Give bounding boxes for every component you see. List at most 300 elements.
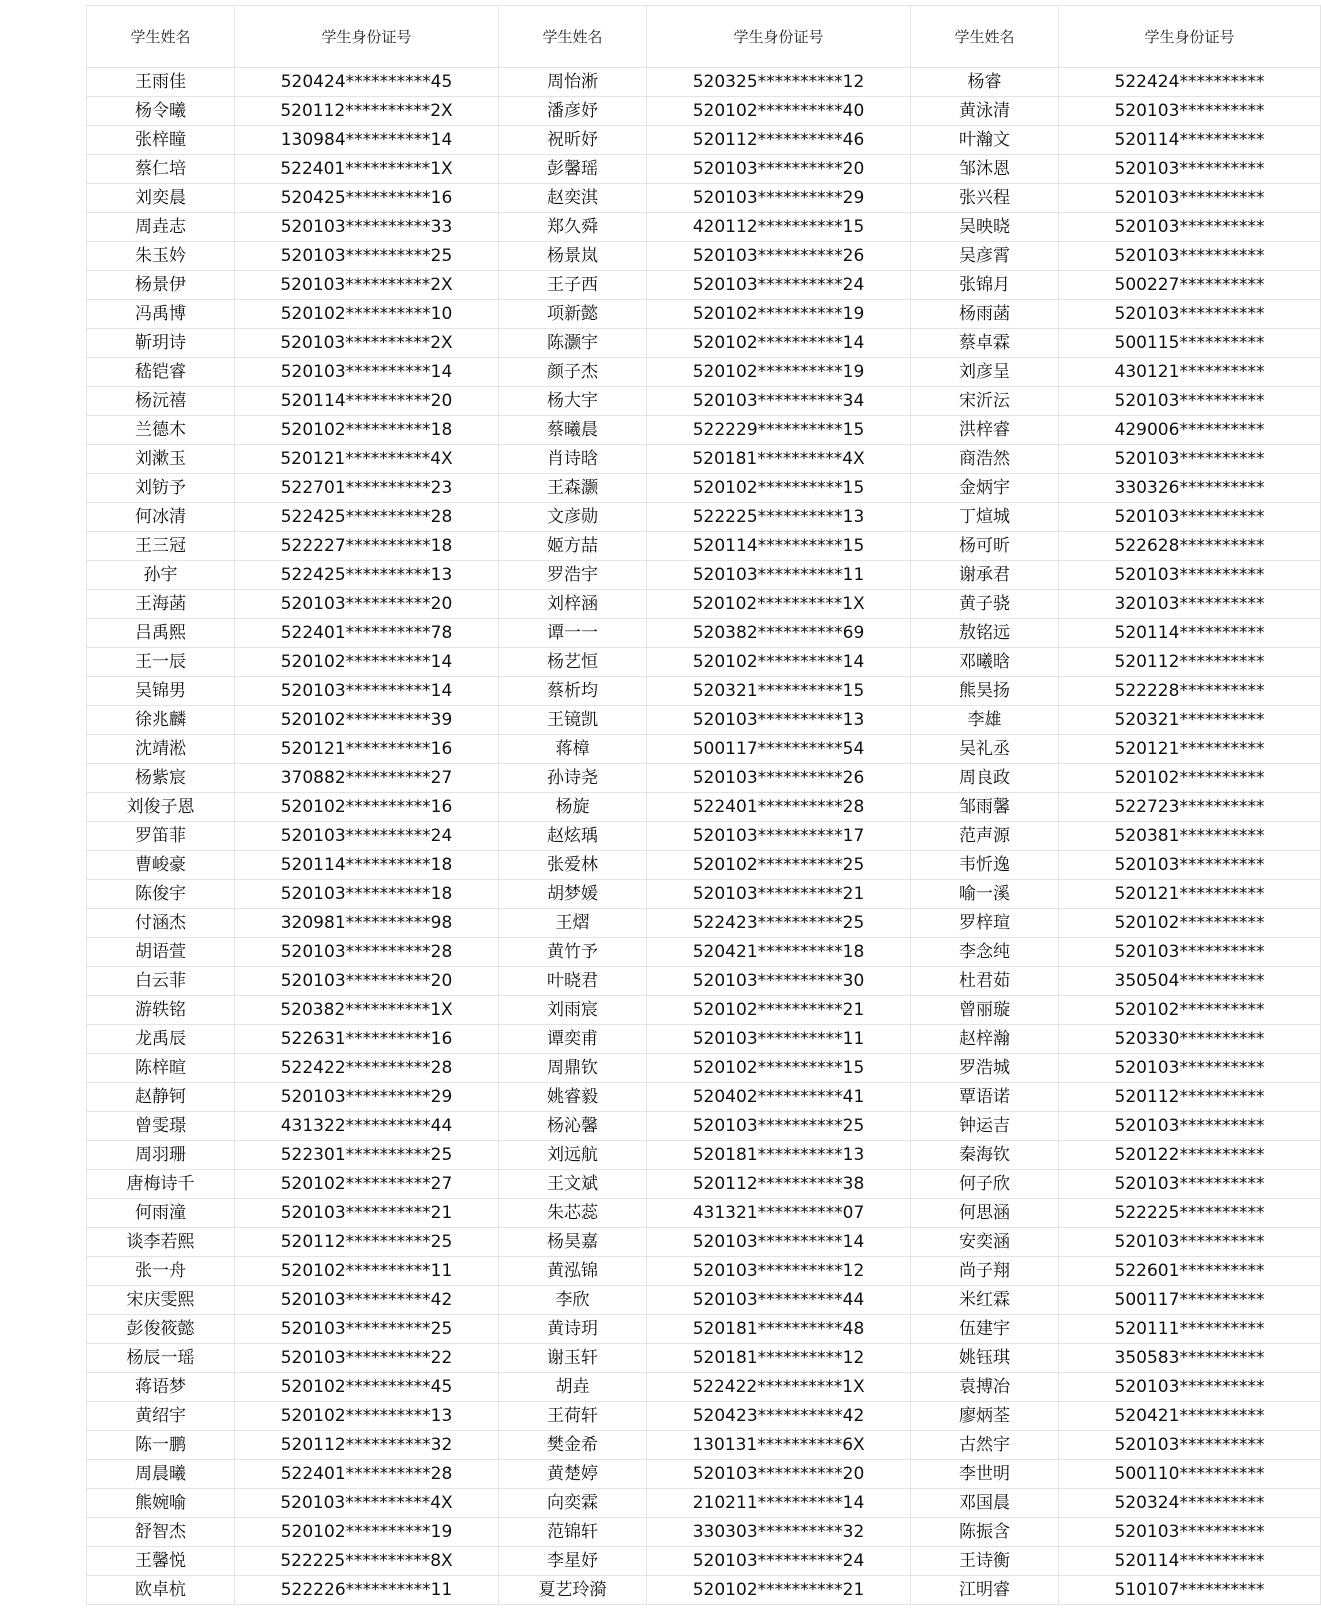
table-row <box>87 1518 1321 1547</box>
student-id-cell: 520423**********42 <box>647 1402 911 1431</box>
table-row <box>87 1431 1321 1460</box>
student-id-cell: 520181**********4X <box>647 445 911 474</box>
student-name-cell: 王三冠 <box>87 532 235 561</box>
student-name-cell: 叶晓君 <box>499 967 647 996</box>
student-name-cell: 王馨悦 <box>87 1547 235 1576</box>
student-id-cell: 210211**********14 <box>647 1489 911 1518</box>
header-student-id: 学生身份证号 <box>647 6 911 68</box>
student-id-cell: 370882**********27 <box>235 764 499 793</box>
student-id-cell: 522631**********16 <box>235 1025 499 1054</box>
student-id-cell: 520421**********18 <box>647 938 911 967</box>
student-name-cell: 姚睿毅 <box>499 1083 647 1112</box>
student-name-cell: 刘远航 <box>499 1141 647 1170</box>
student-name-cell: 邓曦晗 <box>911 648 1059 677</box>
student-id-cell: 520103**********20 <box>235 967 499 996</box>
student-id-cell: 520102**********18 <box>235 416 499 445</box>
student-name-cell: 喻一溪 <box>911 880 1059 909</box>
student-id-cell: 520121**********4X <box>235 445 499 474</box>
student-id-cell: 520103**********11 <box>647 1025 911 1054</box>
student-name-cell: 张爱林 <box>499 851 647 880</box>
student-name-cell: 杨景岚 <box>499 242 647 271</box>
student-name-cell: 付涵杰 <box>87 909 235 938</box>
student-id-cell: 420112**********15 <box>647 213 911 242</box>
student-id-cell: 520103**********20 <box>235 590 499 619</box>
student-id-cell: 522423**********25 <box>647 909 911 938</box>
student-name-cell: 刘钫予 <box>87 474 235 503</box>
student-name-cell: 邹雨馨 <box>911 793 1059 822</box>
student-id-cell: 522225**********13 <box>647 503 911 532</box>
table-row <box>87 184 1321 213</box>
student-name-cell: 黄泳清 <box>911 97 1059 126</box>
student-name-cell: 范声源 <box>911 822 1059 851</box>
student-name-cell: 何思涵 <box>911 1199 1059 1228</box>
student-id-cell: 520102**********14 <box>647 329 911 358</box>
student-name-cell: 黄竹予 <box>499 938 647 967</box>
student-name-cell: 杨辰一瑶 <box>87 1344 235 1373</box>
student-name-cell: 吴映晓 <box>911 213 1059 242</box>
student-name-cell: 宋庆雯熙 <box>87 1286 235 1315</box>
student-name-cell: 黄子骁 <box>911 590 1059 619</box>
student-id-cell: 320103********** <box>1059 590 1321 619</box>
student-name-cell: 王一辰 <box>87 648 235 677</box>
table-row <box>87 1112 1321 1141</box>
student-name-cell: 蔡仁培 <box>87 155 235 184</box>
student-id-cell: 520103**********42 <box>235 1286 499 1315</box>
student-id-cell: 520102**********21 <box>647 1576 911 1605</box>
student-name-cell: 范锦轩 <box>499 1518 647 1547</box>
table-row <box>87 590 1321 619</box>
student-name-cell: 蒋樟 <box>499 735 647 764</box>
student-id-cell: 500227********** <box>1059 271 1321 300</box>
student-name-cell: 姚钰琪 <box>911 1344 1059 1373</box>
student-id-cell: 520103**********26 <box>647 242 911 271</box>
student-id-cell: 500110********** <box>1059 1460 1321 1489</box>
student-name-cell: 罗笛菲 <box>87 822 235 851</box>
table-row <box>87 1402 1321 1431</box>
student-name-cell: 周垚志 <box>87 213 235 242</box>
student-name-cell: 杨大宇 <box>499 387 647 416</box>
student-name-cell: 黄泓锦 <box>499 1257 647 1286</box>
table-row <box>87 1228 1321 1257</box>
table-row <box>87 155 1321 184</box>
student-id-cell: 520103********** <box>1059 213 1321 242</box>
student-id-cell: 520103**********26 <box>647 764 911 793</box>
table-row <box>87 1141 1321 1170</box>
student-id-cell: 430121********** <box>1059 358 1321 387</box>
student-id-cell: 522225**********8X <box>235 1547 499 1576</box>
student-name-cell: 王诗衡 <box>911 1547 1059 1576</box>
student-name-cell: 敖铭远 <box>911 619 1059 648</box>
student-name-cell: 罗浩宇 <box>499 561 647 590</box>
table-row <box>87 851 1321 880</box>
student-name-cell: 刘彦呈 <box>911 358 1059 387</box>
student-id-cell: 130984**********14 <box>235 126 499 155</box>
student-id-cell: 520103**********2X <box>235 329 499 358</box>
table-row <box>87 1054 1321 1083</box>
student-id-cell: 520424**********45 <box>235 68 499 97</box>
table-row <box>87 1083 1321 1112</box>
student-name-cell: 钟运吉 <box>911 1112 1059 1141</box>
student-id-cell: 520102**********39 <box>235 706 499 735</box>
student-name-cell: 赵炫瑀 <box>499 822 647 851</box>
student-name-cell: 米红霖 <box>911 1286 1059 1315</box>
student-name-cell: 唐梅诗千 <box>87 1170 235 1199</box>
student-name-cell: 周鼎钦 <box>499 1054 647 1083</box>
student-name-cell: 杨雨菡 <box>911 300 1059 329</box>
student-name-cell: 尚子翔 <box>911 1257 1059 1286</box>
student-id-cell: 520102**********15 <box>647 1054 911 1083</box>
student-name-cell: 丁煊城 <box>911 503 1059 532</box>
student-id-cell: 520103**********14 <box>235 358 499 387</box>
student-name-cell: 周良政 <box>911 764 1059 793</box>
student-id-cell: 520103********** <box>1059 155 1321 184</box>
student-name-cell: 邹沐恩 <box>911 155 1059 184</box>
table-row <box>87 1344 1321 1373</box>
student-id-cell: 520103**********14 <box>235 677 499 706</box>
student-id-cell: 522229**********15 <box>647 416 911 445</box>
student-name-cell: 李雄 <box>911 706 1059 735</box>
student-id-cell: 520321********** <box>1059 706 1321 735</box>
student-id-cell: 520102**********19 <box>647 358 911 387</box>
student-id-cell: 520102**********14 <box>647 648 911 677</box>
table-row <box>87 677 1321 706</box>
student-name-cell: 古然宇 <box>911 1431 1059 1460</box>
student-id-cell: 520103**********44 <box>647 1286 911 1315</box>
student-id-cell: 520102**********15 <box>647 474 911 503</box>
table-row <box>87 793 1321 822</box>
student-name-cell: 彭俊筱懿 <box>87 1315 235 1344</box>
table-row <box>87 300 1321 329</box>
student-id-cell: 520114**********18 <box>235 851 499 880</box>
student-id-cell: 520102********** <box>1059 996 1321 1025</box>
student-id-cell: 520103**********28 <box>235 938 499 967</box>
student-name-cell: 何雨潼 <box>87 1199 235 1228</box>
student-id-cell: 522601********** <box>1059 1257 1321 1286</box>
student-id-cell: 520330********** <box>1059 1025 1321 1054</box>
student-id-cell: 520103**********24 <box>647 1547 911 1576</box>
student-id-cell: 520425**********16 <box>235 184 499 213</box>
table-row <box>87 532 1321 561</box>
student-name-cell: 秦海钦 <box>911 1141 1059 1170</box>
student-id-cell: 520102********** <box>1059 909 1321 938</box>
student-name-cell: 赵奕淇 <box>499 184 647 213</box>
student-id-cell: 520112**********2X <box>235 97 499 126</box>
student-name-cell: 向奕霖 <box>499 1489 647 1518</box>
student-id-table <box>86 5 1321 1605</box>
student-id-cell: 330303**********32 <box>647 1518 911 1547</box>
student-name-cell: 刘雨宸 <box>499 996 647 1025</box>
student-id-cell: 520103********** <box>1059 1170 1321 1199</box>
student-name-cell: 肖诗晗 <box>499 445 647 474</box>
student-name-cell: 朱芯蕊 <box>499 1199 647 1228</box>
table-row <box>87 1489 1321 1518</box>
student-id-cell: 520121********** <box>1059 880 1321 909</box>
student-id-cell: 520103**********20 <box>647 155 911 184</box>
student-id-cell: 522225********** <box>1059 1199 1321 1228</box>
student-id-cell: 520114********** <box>1059 126 1321 155</box>
student-name-cell: 谈李若熙 <box>87 1228 235 1257</box>
student-id-cell: 520103**********30 <box>647 967 911 996</box>
student-id-cell: 520112**********46 <box>647 126 911 155</box>
student-name-cell: 颜子杰 <box>499 358 647 387</box>
student-name-cell: 吴礼丞 <box>911 735 1059 764</box>
student-id-cell: 520102**********45 <box>235 1373 499 1402</box>
student-id-cell: 520102**********19 <box>235 1518 499 1547</box>
table-row <box>87 416 1321 445</box>
student-id-cell: 522301**********25 <box>235 1141 499 1170</box>
student-id-cell: 522401**********28 <box>647 793 911 822</box>
student-name-cell: 胡垚 <box>499 1373 647 1402</box>
student-name-cell: 兰德木 <box>87 416 235 445</box>
student-name-cell: 谭一一 <box>499 619 647 648</box>
student-name-cell: 陈一鹏 <box>87 1431 235 1460</box>
student-name-cell: 王雨佳 <box>87 68 235 97</box>
student-id-cell: 320981**********98 <box>235 909 499 938</box>
student-id-cell: 520103********** <box>1059 242 1321 271</box>
student-name-cell: 欧卓杭 <box>87 1576 235 1605</box>
student-name-cell: 韦忻逸 <box>911 851 1059 880</box>
table-row <box>87 445 1321 474</box>
student-id-cell: 520121********** <box>1059 735 1321 764</box>
student-id-cell: 520181**********12 <box>647 1344 911 1373</box>
student-name-cell: 杨令曦 <box>87 97 235 126</box>
student-id-cell: 522425**********13 <box>235 561 499 590</box>
student-name-cell: 商浩然 <box>911 445 1059 474</box>
student-name-cell: 谢玉轩 <box>499 1344 647 1373</box>
table-row <box>87 1547 1321 1576</box>
table-row <box>87 503 1321 532</box>
table-row <box>87 1170 1321 1199</box>
student-name-cell: 王文斌 <box>499 1170 647 1199</box>
student-id-cell: 520103**********24 <box>647 271 911 300</box>
student-id-cell: 520102**********10 <box>235 300 499 329</box>
student-id-cell: 520121**********16 <box>235 735 499 764</box>
student-name-cell: 李世明 <box>911 1460 1059 1489</box>
student-id-cell: 520103**********24 <box>235 822 499 851</box>
student-name-cell: 冯禹博 <box>87 300 235 329</box>
table-row <box>87 358 1321 387</box>
student-id-cell: 520112**********32 <box>235 1431 499 1460</box>
student-id-cell: 520103********** <box>1059 445 1321 474</box>
student-name-cell: 蔡卓霖 <box>911 329 1059 358</box>
student-id-cell: 520103**********11 <box>647 561 911 590</box>
table-row <box>87 967 1321 996</box>
student-name-cell: 谭奕甫 <box>499 1025 647 1054</box>
student-name-cell: 蔡析均 <box>499 677 647 706</box>
student-id-cell: 520102**********1X <box>647 590 911 619</box>
student-id-cell: 500115********** <box>1059 329 1321 358</box>
student-id-cell: 520114********** <box>1059 1547 1321 1576</box>
student-id-cell: 520402**********41 <box>647 1083 911 1112</box>
student-name-cell: 杨沅禧 <box>87 387 235 416</box>
student-id-cell: 520381********** <box>1059 822 1321 851</box>
student-id-cell: 510107********** <box>1059 1576 1321 1605</box>
table-row <box>87 938 1321 967</box>
student-id-cell: 520102**********19 <box>647 300 911 329</box>
student-id-cell: 522628********** <box>1059 532 1321 561</box>
student-id-cell: 350583********** <box>1059 1344 1321 1373</box>
student-name-cell: 陈振含 <box>911 1518 1059 1547</box>
student-id-cell: 520103********** <box>1059 851 1321 880</box>
student-id-cell: 522422**********1X <box>647 1373 911 1402</box>
student-id-cell: 520103********** <box>1059 300 1321 329</box>
student-name-cell: 覃语诺 <box>911 1083 1059 1112</box>
student-name-cell: 沈靖淞 <box>87 735 235 764</box>
student-id-cell: 520103**********4X <box>235 1489 499 1518</box>
student-name-cell: 姬方喆 <box>499 532 647 561</box>
student-id-cell: 520103**********29 <box>647 184 911 213</box>
student-name-cell: 徐兆麟 <box>87 706 235 735</box>
student-name-cell: 蔡曦晨 <box>499 416 647 445</box>
student-name-cell: 曹峻豪 <box>87 851 235 880</box>
student-name-cell: 江明睿 <box>911 1576 1059 1605</box>
student-name-cell: 蒋语梦 <box>87 1373 235 1402</box>
student-id-cell: 431321**********07 <box>647 1199 911 1228</box>
student-name-cell: 张兴程 <box>911 184 1059 213</box>
table-row <box>87 1286 1321 1315</box>
student-id-cell: 520181**********48 <box>647 1315 911 1344</box>
student-id-cell: 522401**********1X <box>235 155 499 184</box>
student-id-cell: 520103********** <box>1059 503 1321 532</box>
student-name-cell: 杨睿 <box>911 68 1059 97</box>
student-id-cell: 520103**********17 <box>647 822 911 851</box>
student-name-cell: 朱玉妗 <box>87 242 235 271</box>
header-student-id: 学生身份证号 <box>1059 6 1321 68</box>
table-row <box>87 242 1321 271</box>
student-name-cell: 周怡淅 <box>499 68 647 97</box>
student-name-cell: 杨可昕 <box>911 532 1059 561</box>
student-name-cell: 潘彦妤 <box>499 97 647 126</box>
student-id-cell: 520103**********25 <box>235 242 499 271</box>
student-id-cell: 522424********** <box>1059 68 1321 97</box>
student-id-cell: 522227**********18 <box>235 532 499 561</box>
student-name-cell: 袁搏冶 <box>911 1373 1059 1402</box>
student-name-cell: 安奕涵 <box>911 1228 1059 1257</box>
table-row <box>87 1576 1321 1605</box>
student-name-cell: 李星妤 <box>499 1547 647 1576</box>
student-name-cell: 王镜凯 <box>499 706 647 735</box>
student-name-cell: 陈俊宇 <box>87 880 235 909</box>
table-row <box>87 735 1321 764</box>
student-name-cell: 胡梦媛 <box>499 880 647 909</box>
student-id-cell: 520103********** <box>1059 184 1321 213</box>
header-student-name: 学生姓名 <box>87 6 235 68</box>
student-name-cell: 靳玥诗 <box>87 329 235 358</box>
student-id-cell: 520103********** <box>1059 1373 1321 1402</box>
student-name-cell: 王荷轩 <box>499 1402 647 1431</box>
student-id-cell: 522422**********28 <box>235 1054 499 1083</box>
student-id-cell: 520103********** <box>1059 1054 1321 1083</box>
student-id-cell: 520103**********25 <box>647 1112 911 1141</box>
student-id-table-sheet <box>86 5 1265 1611</box>
student-name-cell: 杨紫宸 <box>87 764 235 793</box>
student-name-cell: 伍建宇 <box>911 1315 1059 1344</box>
student-id-cell: 520112********** <box>1059 1083 1321 1112</box>
student-name-cell: 张锦月 <box>911 271 1059 300</box>
student-id-cell: 520112**********38 <box>647 1170 911 1199</box>
student-id-cell: 520382**********69 <box>647 619 911 648</box>
student-id-cell: 500117**********54 <box>647 735 911 764</box>
student-id-cell: 520102**********16 <box>235 793 499 822</box>
student-id-cell: 520324********** <box>1059 1489 1321 1518</box>
student-name-cell: 杜君茹 <box>911 967 1059 996</box>
student-name-cell: 陈灏宇 <box>499 329 647 358</box>
student-id-cell: 520103********** <box>1059 938 1321 967</box>
student-id-cell: 520103**********21 <box>647 880 911 909</box>
student-id-cell: 520103********** <box>1059 1112 1321 1141</box>
student-name-cell: 郑久舜 <box>499 213 647 242</box>
student-name-cell: 胡语萱 <box>87 938 235 967</box>
table-row <box>87 126 1321 155</box>
student-name-cell: 白云菲 <box>87 967 235 996</box>
table-row <box>87 1025 1321 1054</box>
header-student-id: 学生身份证号 <box>235 6 499 68</box>
student-name-cell: 金炳宇 <box>911 474 1059 503</box>
student-name-cell: 叶瀚文 <box>911 126 1059 155</box>
student-name-cell: 孙诗尧 <box>499 764 647 793</box>
student-name-cell: 廖炳荃 <box>911 1402 1059 1431</box>
student-name-cell: 何冰清 <box>87 503 235 532</box>
student-name-cell: 黄绍宇 <box>87 1402 235 1431</box>
student-id-cell: 520103********** <box>1059 97 1321 126</box>
student-name-cell: 邓国晨 <box>911 1489 1059 1518</box>
table-row <box>87 880 1321 909</box>
table-row <box>87 68 1321 97</box>
student-id-cell: 520103**********14 <box>647 1228 911 1257</box>
student-id-cell: 520181**********13 <box>647 1141 911 1170</box>
student-id-cell: 429006********** <box>1059 416 1321 445</box>
student-name-cell: 陈梓暄 <box>87 1054 235 1083</box>
student-id-cell: 522228********** <box>1059 677 1321 706</box>
student-name-cell: 孙宇 <box>87 561 235 590</box>
table-row <box>87 1315 1321 1344</box>
student-name-cell: 李欣 <box>499 1286 647 1315</box>
student-name-cell: 吴彦霄 <box>911 242 1059 271</box>
student-id-cell: 520421********** <box>1059 1402 1321 1431</box>
student-id-cell: 520111********** <box>1059 1315 1321 1344</box>
student-name-cell: 罗梓瑄 <box>911 909 1059 938</box>
header-student-name: 学生姓名 <box>911 6 1059 68</box>
student-name-cell: 项新懿 <box>499 300 647 329</box>
table-row <box>87 996 1321 1025</box>
student-id-cell: 520102********** <box>1059 764 1321 793</box>
student-id-cell: 522401**********78 <box>235 619 499 648</box>
student-name-cell: 熊昊扬 <box>911 677 1059 706</box>
student-id-cell: 520321**********15 <box>647 677 911 706</box>
student-id-cell: 350504********** <box>1059 967 1321 996</box>
student-name-cell: 嵇铠睿 <box>87 358 235 387</box>
table-row <box>87 764 1321 793</box>
student-name-cell: 杨昊嘉 <box>499 1228 647 1257</box>
student-id-cell: 520103**********34 <box>647 387 911 416</box>
student-id-cell: 522226**********11 <box>235 1576 499 1605</box>
student-name-cell: 樊金希 <box>499 1431 647 1460</box>
student-id-cell: 130131**********6X <box>647 1431 911 1460</box>
student-id-cell: 520103**********20 <box>647 1460 911 1489</box>
student-id-cell: 520102**********40 <box>647 97 911 126</box>
student-id-cell: 520114********** <box>1059 619 1321 648</box>
student-id-cell: 522425**********28 <box>235 503 499 532</box>
header-student-name: 学生姓名 <box>499 6 647 68</box>
student-id-cell: 520122********** <box>1059 1141 1321 1170</box>
student-id-cell: 520112**********25 <box>235 1228 499 1257</box>
student-id-cell: 520325**********12 <box>647 68 911 97</box>
student-name-cell: 王海菡 <box>87 590 235 619</box>
student-id-cell: 520103********** <box>1059 561 1321 590</box>
student-name-cell: 杨旋 <box>499 793 647 822</box>
student-name-cell: 文彦勋 <box>499 503 647 532</box>
student-id-cell: 520103********** <box>1059 1518 1321 1547</box>
